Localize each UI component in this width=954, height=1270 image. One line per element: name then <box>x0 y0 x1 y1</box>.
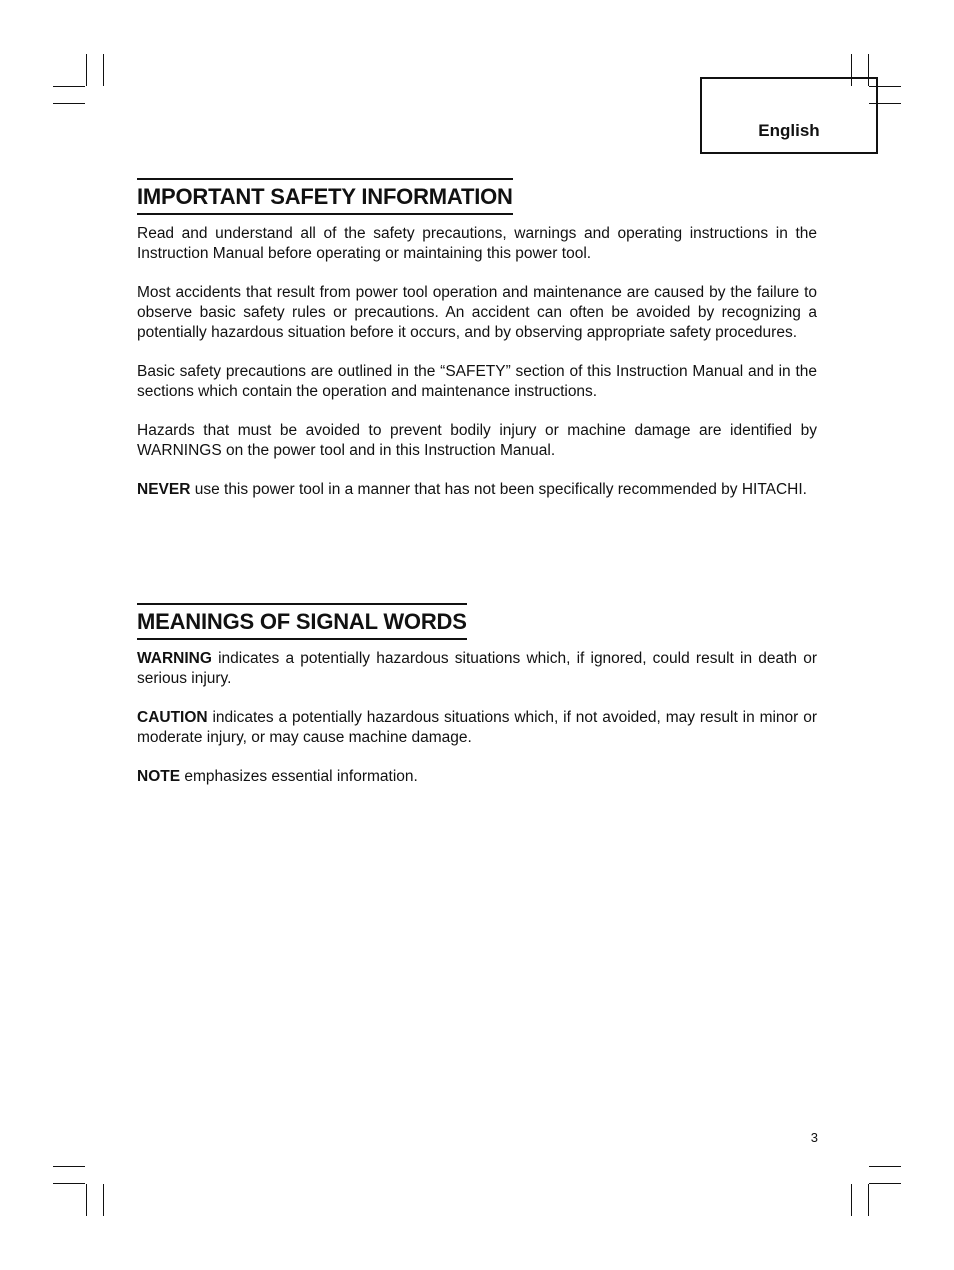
crop-mark <box>103 54 104 86</box>
crop-mark <box>869 1166 901 1167</box>
signal-word-note: NOTE <box>137 768 181 785</box>
crop-mark <box>86 54 87 86</box>
crop-mark <box>53 1166 85 1167</box>
crop-mark <box>869 1183 901 1184</box>
paragraph: Most accidents that result from power tool operation and maintenance are caused by the failure to observe basic safety rules or precautions. An accident can often be avoided by recognizing a potentially hazardous situation before it occurs, and by observing appropriate safety procedures. <box>137 284 817 341</box>
crop-mark <box>86 1184 87 1216</box>
signal-word-item <box>137 649 817 689</box>
signal-words-section <box>137 603 817 787</box>
crop-mark <box>53 86 85 87</box>
signal-word-text: indicates a potentially hazardous situations which, if ignored, could result in death or serious injury. <box>137 650 817 687</box>
paragraph: Hazards that must be avoided to prevent bodily injury or machine damage are identified by WARNINGS on the power tool and in this Instruction Manual. <box>137 422 817 459</box>
never-text: use this power tool in a manner that has not been specifically recommended by HITACHI. <box>190 481 807 498</box>
crop-mark <box>103 1184 104 1216</box>
crop-mark <box>851 1184 852 1216</box>
signal-word-text: indicates a potentially hazardous situations which, if not avoided, may result in minor or moderate injury, or may cause machine damage. <box>137 709 817 746</box>
paragraph: Basic safety precautions are outlined in the “SAFETY” section of this Instruction Manual and in the sections which contain the operation and maintenance instructions. <box>137 363 817 400</box>
signal-word-item <box>137 767 817 787</box>
crop-mark <box>868 1184 869 1216</box>
paragraph: Read and understand all of the safety precautions, warnings and operating instructions in the Instruction Manual before operating or maintaining this power tool. <box>137 225 817 262</box>
language-label: English <box>758 121 820 140</box>
page-number: 3 <box>810 1130 818 1145</box>
section-title-safety: IMPORTANT SAFETY INFORMATION <box>137 178 513 215</box>
signal-word-caution: CAUTION <box>137 709 208 726</box>
signal-word-item <box>137 708 817 748</box>
safety-information-section <box>137 178 817 500</box>
never-keyword: NEVER <box>137 481 191 498</box>
crop-mark <box>53 103 85 104</box>
language-tab <box>700 77 878 154</box>
crop-mark <box>53 1183 85 1184</box>
never-paragraph <box>137 480 817 500</box>
signal-word-warning: WARNING <box>137 650 212 667</box>
signal-word-text: emphasizes essential information. <box>180 768 418 785</box>
section-title-signal-words: MEANINGS OF SIGNAL WORDS <box>137 603 467 640</box>
